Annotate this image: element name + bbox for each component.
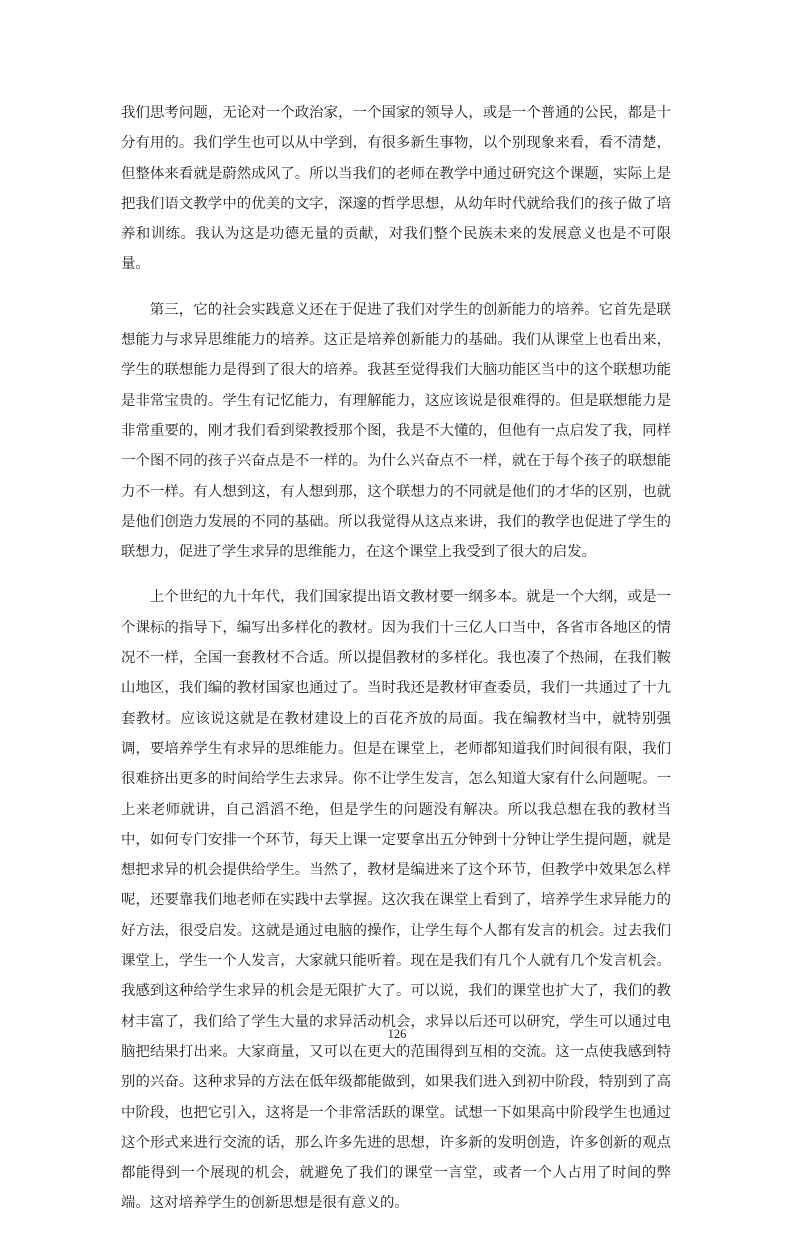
page-number: 126 <box>387 1027 407 1041</box>
paragraph-2: 第三，它的社会实践意义还在于促进了我们对学生的创新能力的培养。它首先是联想能力与求异思维能力的培养。这正是培养创新能力的基础。我们从课堂上也看出来，学生的联想能力是得到了很大的培养。我甚至觉得我们大脑功能区当中的这个联想功能是非常宝贵的。学生有记忆能力，有理解能力，这应该说是很难得的。但是联想能力是非常重要的，刚才我们看到梁教授那个图，我是不大懂的，但他有一点启发了我，同样一个图不同的孩子兴奋点是不一样的。为什么兴奋点不一样，就在于每个孩子的联想能力不一样。有人想到这，有人想到那，这个联想力的不同就是他们的才华的区别，也就是他们创造力发展的不同的基础。所以我觉得从这点来讲，我们的教学也促进了学生的联想力，促进了学生求异的思维能力，在这个课堂上我受到了很大的启发。 <box>121 301 671 561</box>
paragraph-3: 上个世纪的九十年代，我们国家提出语文教材要一纲多本。就是一个大纲，或是一个课标的指导下，编写出多样化的教材。因为我们十三亿人口当中，各省市各地区的情况不一样，全国一套教材不合适。所以提倡教材的多样化。我也凑了个热闹，在我们鞍山地区，我们编的教材国家也通过了。当时我还是教材审查委员，我们一共通过了十九套教材。应该说这就是在教材建设上的百花齐放的局面。我在编教材当中，就特别强调，要培养学生有求异的思维能力。但是在课堂上，老师都知道我们时间很有限，我们很难挤出更多的时间给学生去求异。你不让学生发言，怎么知道大家有什么问题呢。一上来老师就讲，自己滔滔不绝，但是学生的问题没有解决。所以我总想在我的教材当中，如何专门安排一个环节，每天上课一定要拿出五分钟到十分钟让学生提问题，就是想把求异的机会提供给学生。当然了，教材是编进来了这个环节，但教学中效果怎么样呢，还要靠我们地老师在实践中去掌握。这次我在课堂上看到了，培养学生求异能力的好方法，很受启发。这就是通过电脑的操作，让学生每个人都有发言的机会。过去我们课堂上，学生一个人发言，大家就只能听着。现在是我们有几个人就有几个发言机会。我感到这种给学生求异的机会是无限扩大了。可以说，我们的课堂也扩大了，我们的教材丰富了，我们给了学生大量的求异活动机会，求异以后还可以研究，学生可以通过电脑把结果打出来。大家商量，又可以在更大的范围得到互相的交流。这一点使我感到特别的兴奋。这种求异的方法在低年级都能做到，如果我们进入到初中阶段，特别到了高中阶段，也把它引入，这将是一个非常活跃的课堂。试想一下如果高中阶段学生也通过这个形式来进行交流的话，那么许多先进的思想，许多新的发明创造，许多创新的观点都能得到一个展现的机会，就避免了我们的课堂一言堂，或者一个人占用了时间的弊端。这对培养学生的创新思想是很有意义的。 <box>121 589 671 1212</box>
paragraph-1: 我们思考问题，无论对一个政治家，一个国家的领导人，或是一个普通的公民，都是十分有用的。我们学生也可以从中学到，有很多新生事物，以个别现象来看，看不清楚，但整体来看就是蔚然成风了。所以当我们的老师在教学中通过研究这个课题，实际上是把我们语文教学中的优美的文字，深邃的哲学思想，从幼年时代就给我们的孩子做了培养和训练。我认为这是功德无量的贡献，对我们整个民族未来的发展意义也是不可限量。 <box>121 105 671 273</box>
document-body <box>121 98 671 1234</box>
